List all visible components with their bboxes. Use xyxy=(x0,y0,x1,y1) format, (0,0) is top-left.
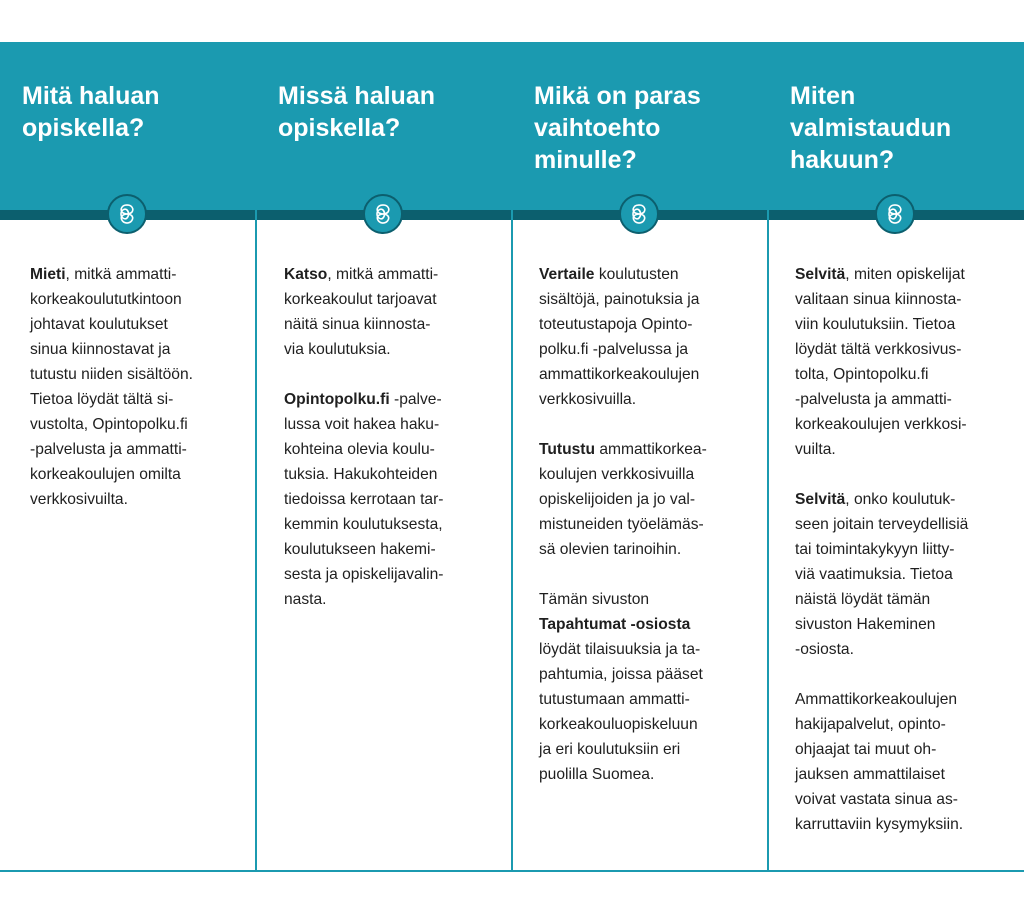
body-paragraph xyxy=(539,437,754,562)
body-text: näistä löydät tämän xyxy=(795,591,931,608)
body-line xyxy=(795,637,1010,662)
body-paragraph xyxy=(284,387,498,612)
body-text: jauksen ammattilaiset xyxy=(795,766,945,783)
body-line xyxy=(30,437,242,462)
body-text: sisältöjä, painotuksia ja xyxy=(539,291,700,308)
body-text: Ammattikorkeakoulujen xyxy=(795,691,958,708)
body-line xyxy=(284,487,498,512)
body-text: karruttaviin kysymyksiin. xyxy=(795,816,964,833)
body-line xyxy=(284,462,498,487)
body-text: -palvelusta ja ammatti- xyxy=(795,391,952,408)
body-text: verkkosivuilta. xyxy=(30,491,128,508)
body-text: näitä sinua kiinnosta- xyxy=(284,316,431,333)
body-text: , onko koulutuk- xyxy=(845,491,956,508)
knot-logo-icon xyxy=(619,194,659,234)
body-line xyxy=(539,462,754,487)
body-line xyxy=(539,662,754,687)
body-line xyxy=(795,762,1010,787)
body-text: toteutustapoja Opinto- xyxy=(539,316,693,333)
body-line xyxy=(284,262,498,287)
column-header xyxy=(256,42,512,210)
knot-logo-icon xyxy=(363,194,403,234)
emphasis-text: Tapahtumat -osiosta xyxy=(539,616,691,633)
body-line xyxy=(539,512,754,537)
body-line xyxy=(539,762,754,787)
body-text: tai toimintakykyyn liitty- xyxy=(795,541,955,558)
column-body xyxy=(30,262,242,537)
body-text: korkeakoulututkintoon xyxy=(30,291,182,308)
emphasis-text: Vertaile xyxy=(539,266,595,283)
body-text: via koulutuksia. xyxy=(284,341,391,358)
body-text: , mitkä ammatti- xyxy=(327,266,439,283)
body-line xyxy=(284,562,498,587)
body-text: johtavat koulutukset xyxy=(30,316,168,333)
column-prepare xyxy=(768,42,1024,872)
body-text: vuilta. xyxy=(795,441,836,458)
body-line xyxy=(539,262,754,287)
column-divider xyxy=(511,42,513,872)
body-line xyxy=(30,412,242,437)
body-text: koulutukseen hakemi- xyxy=(284,541,436,558)
body-line xyxy=(795,812,1010,837)
body-text: ammattikorkeakoulujen xyxy=(539,366,700,383)
body-line xyxy=(795,312,1010,337)
body-text: tolta, Opintopolku.fi xyxy=(795,366,929,383)
column-divider xyxy=(767,42,769,872)
emphasis-text: Mieti xyxy=(30,266,66,283)
body-text: ammattikorkea- xyxy=(595,441,707,458)
body-text: , miten opiskelijat xyxy=(845,266,965,283)
body-paragraph xyxy=(795,687,1010,837)
body-line xyxy=(539,587,754,612)
body-text: -palve- xyxy=(389,391,442,408)
body-line xyxy=(30,362,242,387)
column-body xyxy=(284,262,498,637)
body-line xyxy=(284,512,498,537)
body-line xyxy=(795,537,1010,562)
body-line xyxy=(539,437,754,462)
body-text: tutustu niiden sisältöön. xyxy=(30,366,193,383)
body-line xyxy=(284,587,498,612)
emphasis-text: Selvitä xyxy=(795,266,846,283)
title-line: Miten xyxy=(790,82,856,110)
body-line xyxy=(539,637,754,662)
body-text: viin koulutuksiin. Tietoa xyxy=(795,316,956,333)
body-line xyxy=(795,412,1010,437)
title-line: Mikä on paras xyxy=(534,82,701,110)
body-text: kohteina olevia koulu- xyxy=(284,441,435,458)
body-line xyxy=(539,487,754,512)
title-line: vaihtoehto xyxy=(534,114,661,142)
body-text: viä vaatimuksia. Tietoa xyxy=(795,566,953,583)
knot-logo-icon xyxy=(875,194,915,234)
body-text: tuksia. Hakukohteiden xyxy=(284,466,438,483)
body-text: korkeakouluopiskeluun xyxy=(539,716,698,733)
body-text: , mitkä ammatti- xyxy=(65,266,177,283)
title-line: opiskella? xyxy=(278,114,401,142)
body-text: polku.fi -palvelussa ja xyxy=(539,341,689,358)
body-line xyxy=(795,612,1010,637)
body-text: ohjaajat tai muut oh- xyxy=(795,741,937,758)
body-line xyxy=(30,287,242,312)
body-line xyxy=(30,487,242,512)
body-paragraph xyxy=(539,587,754,787)
body-text: Tietoa löydät tältä si- xyxy=(30,391,174,408)
body-text: löydät tältä verkkosivus- xyxy=(795,341,962,358)
column-title xyxy=(22,80,242,144)
info-grid xyxy=(0,42,1024,872)
body-text: puolilla Suomea. xyxy=(539,766,655,783)
body-line xyxy=(30,462,242,487)
body-paragraph xyxy=(284,262,498,362)
title-line: Mitä haluan xyxy=(22,82,160,110)
title-line: minulle? xyxy=(534,146,637,174)
body-text: sä olevien tarinoihin. xyxy=(539,541,682,558)
body-line xyxy=(284,337,498,362)
emphasis-text: Tutustu xyxy=(539,441,596,458)
body-text: korkeakoulujen verkkosi- xyxy=(795,416,967,433)
body-text: voivat vastata sinua as- xyxy=(795,791,958,808)
body-text: sivuston Hakeminen xyxy=(795,616,936,633)
body-text: lussa voit hakea haku- xyxy=(284,416,440,433)
body-paragraph xyxy=(795,262,1010,462)
body-line xyxy=(795,337,1010,362)
body-line xyxy=(284,412,498,437)
body-text: pahtumia, joissa pääset xyxy=(539,666,703,683)
body-text: -osiosta. xyxy=(795,641,854,658)
body-line xyxy=(539,737,754,762)
emphasis-text: Selvitä xyxy=(795,491,846,508)
body-text: sesta ja opiskelijavalin- xyxy=(284,566,444,583)
column-header xyxy=(768,42,1024,210)
body-text: opiskelijoiden ja jo val- xyxy=(539,491,696,508)
body-line xyxy=(284,312,498,337)
body-text: kemmin koulutuksesta, xyxy=(284,516,443,533)
body-line xyxy=(795,562,1010,587)
body-line xyxy=(30,312,242,337)
body-text: tutustumaan ammatti- xyxy=(539,691,690,708)
body-text: ja eri koulutuksiin eri xyxy=(539,741,681,758)
column-title xyxy=(534,80,754,176)
column-what xyxy=(0,42,256,872)
body-text: Tämän sivuston xyxy=(539,591,650,608)
body-line xyxy=(795,687,1010,712)
body-text: koulujen verkkosivuilla xyxy=(539,466,695,483)
emphasis-text: Katso xyxy=(284,266,328,283)
body-line xyxy=(284,387,498,412)
column-title xyxy=(790,80,1010,176)
body-line xyxy=(539,387,754,412)
body-line xyxy=(284,437,498,462)
body-line xyxy=(795,737,1010,762)
body-text: nasta. xyxy=(284,591,327,608)
body-text: mistuneiden työelämäs- xyxy=(539,516,704,533)
body-text: hakijapalvelut, opinto- xyxy=(795,716,946,733)
column-body xyxy=(539,262,754,812)
column-body xyxy=(795,262,1010,862)
emphasis-text: Opintopolku.fi xyxy=(284,391,390,408)
body-line xyxy=(539,612,754,637)
column-header xyxy=(0,42,256,210)
body-line xyxy=(30,387,242,412)
body-text: korkeakoulujen omilta xyxy=(30,466,181,483)
body-line xyxy=(539,312,754,337)
body-line xyxy=(30,337,242,362)
body-text: tiedoissa kerrotaan tar- xyxy=(284,491,444,508)
knot-logo-icon xyxy=(107,194,147,234)
body-paragraph xyxy=(795,487,1010,662)
body-line xyxy=(795,712,1010,737)
column-header xyxy=(512,42,768,210)
body-line xyxy=(539,287,754,312)
column-divider xyxy=(255,42,257,872)
body-line xyxy=(539,362,754,387)
body-paragraph xyxy=(539,262,754,412)
bottom-rule xyxy=(0,870,1024,872)
column-title xyxy=(278,80,498,144)
body-line xyxy=(795,587,1010,612)
body-line xyxy=(795,787,1010,812)
title-line: valmistaudun xyxy=(790,114,952,142)
title-line: Missä haluan xyxy=(278,82,435,110)
body-text: seen joitain terveydellisiä xyxy=(795,516,969,533)
title-line: opiskella? xyxy=(22,114,145,142)
body-line xyxy=(539,687,754,712)
body-line xyxy=(795,287,1010,312)
body-text: verkkosivuilla. xyxy=(539,391,637,408)
body-line xyxy=(539,537,754,562)
body-text: vustolta, Opintopolku.fi xyxy=(30,416,188,433)
body-line xyxy=(284,537,498,562)
body-line xyxy=(795,437,1010,462)
body-line xyxy=(30,262,242,287)
title-line: hakuun? xyxy=(790,146,895,174)
body-line xyxy=(795,487,1010,512)
body-text: löydät tilaisuuksia ja ta- xyxy=(539,641,701,658)
body-text: koulutusten xyxy=(594,266,679,283)
body-line xyxy=(539,337,754,362)
body-line xyxy=(795,262,1010,287)
body-text: korkeakoulut tarjoavat xyxy=(284,291,437,308)
body-line xyxy=(795,512,1010,537)
body-text: sinua kiinnostavat ja xyxy=(30,341,171,358)
body-paragraph xyxy=(30,262,242,512)
column-where xyxy=(256,42,512,872)
body-text: -palvelusta ja ammatti- xyxy=(30,441,187,458)
body-line xyxy=(284,287,498,312)
body-line xyxy=(795,387,1010,412)
body-line xyxy=(539,712,754,737)
body-text: valitaan sinua kiinnosta- xyxy=(795,291,962,308)
body-line xyxy=(795,362,1010,387)
column-best-option xyxy=(512,42,768,872)
